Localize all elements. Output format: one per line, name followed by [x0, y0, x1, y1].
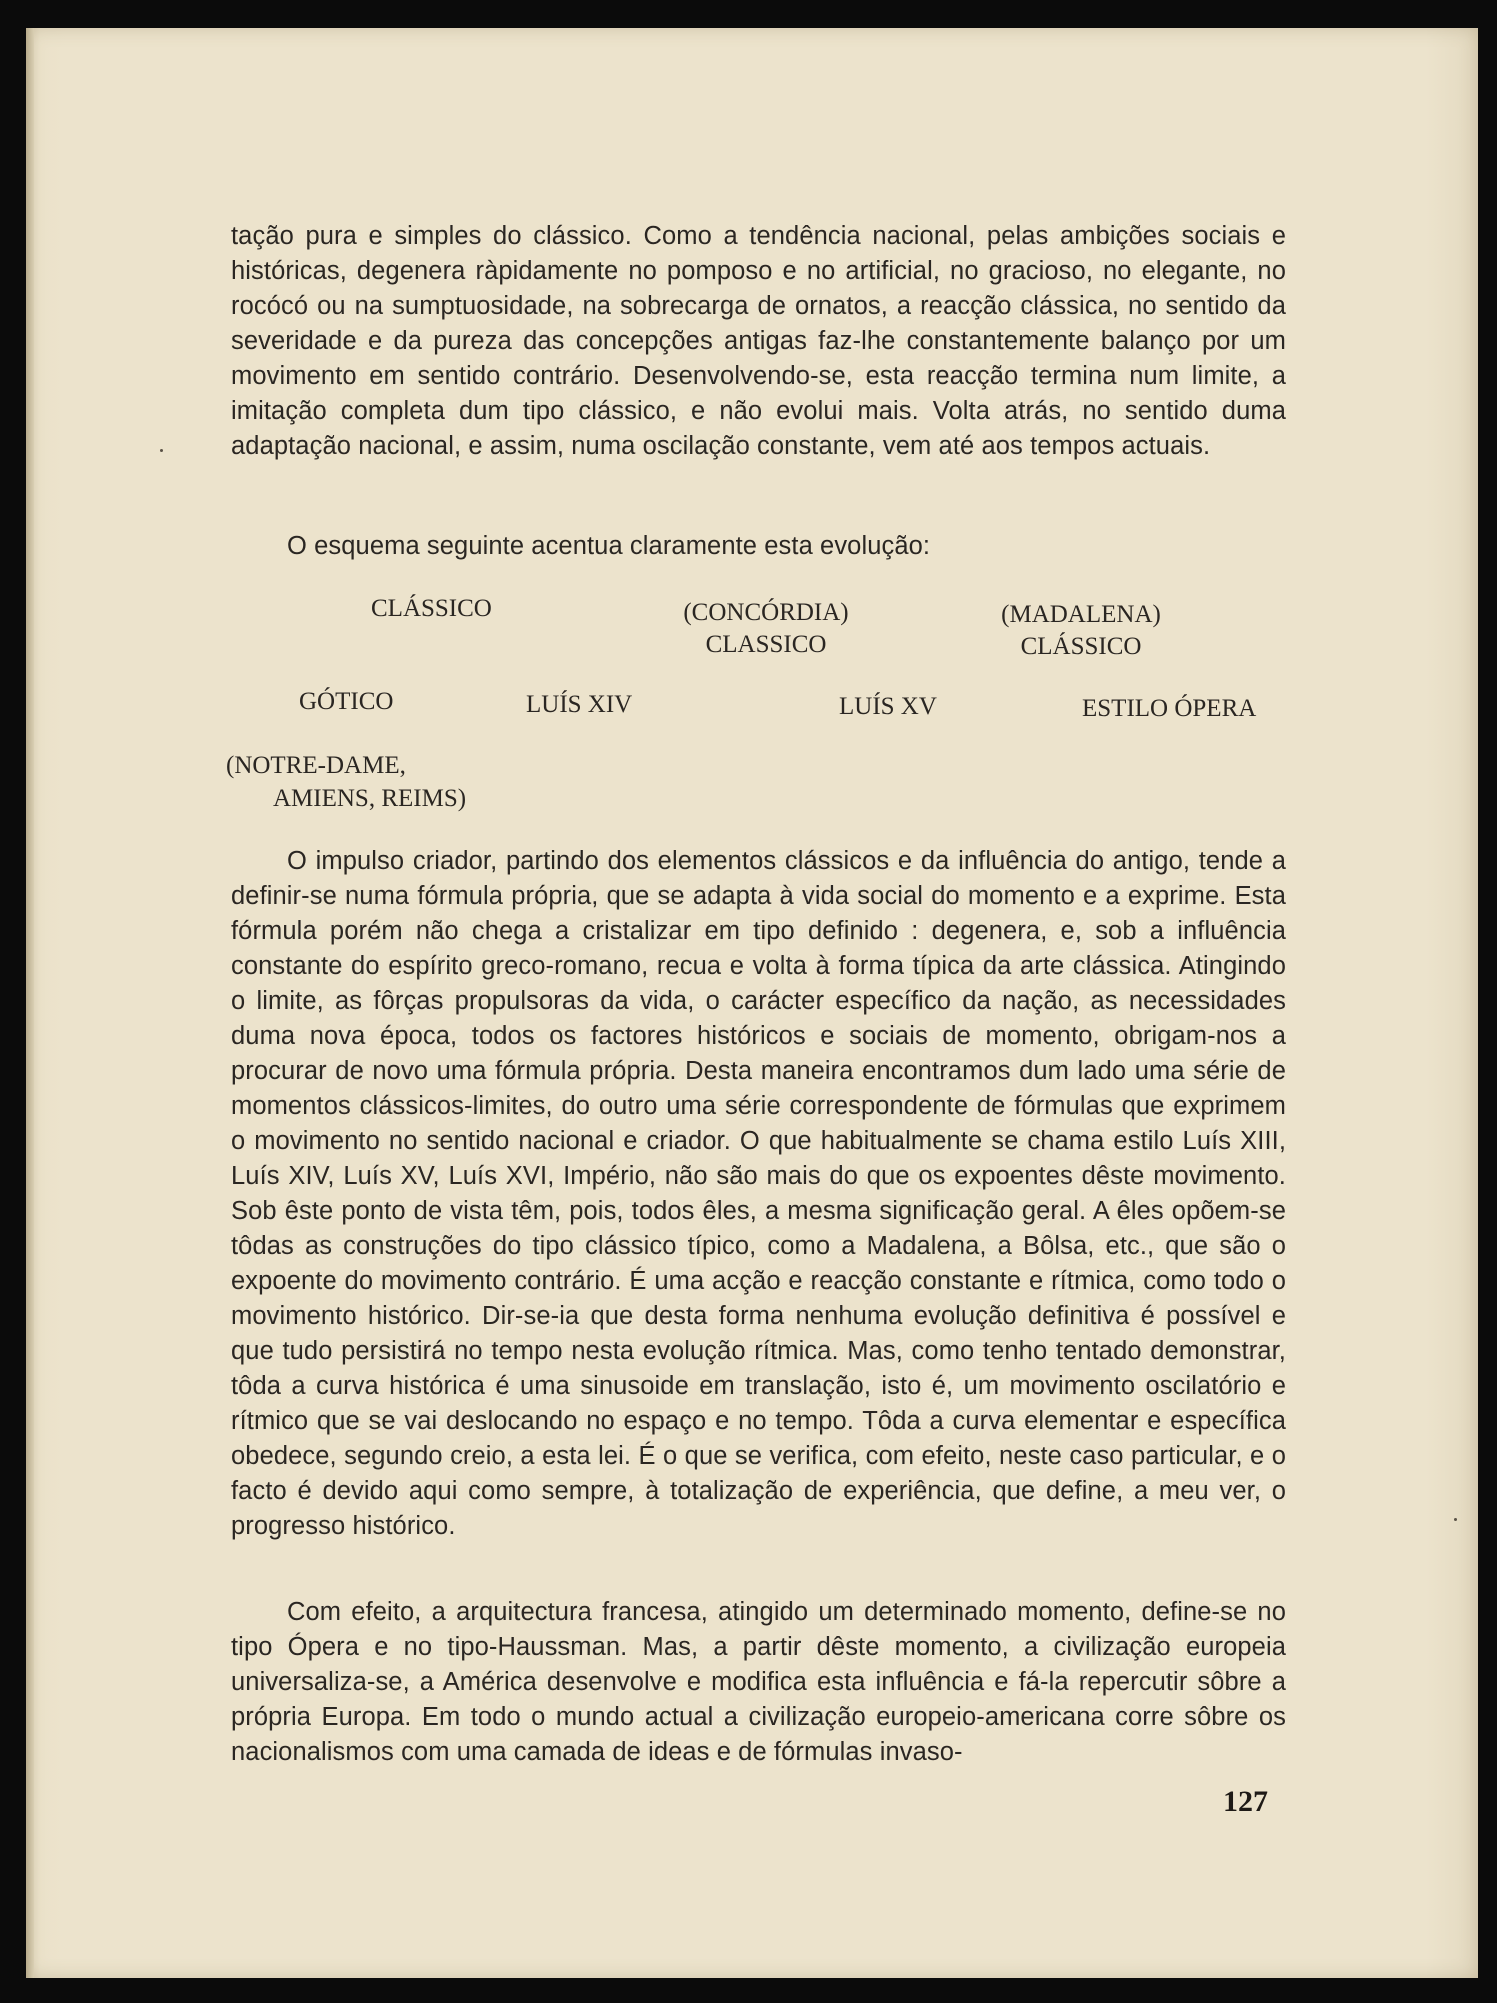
- scheme-estilo-opera: ESTILO ÓPERA: [1082, 695, 1257, 722]
- speck-mark: [160, 449, 163, 452]
- scheme-luis-xiv: LUÍS XIV: [526, 691, 633, 718]
- scheme-madalena-group: [966, 599, 1196, 663]
- scheme-luis-xv: LUÍS XV: [839, 693, 937, 720]
- scheme-gotico: GÓTICO: [299, 688, 394, 715]
- book-page: [26, 28, 1478, 1978]
- scheme-notre-line1: (NOTRE-DAME,: [226, 752, 406, 779]
- page-number: 127: [1223, 1785, 1268, 1818]
- scheme-classico-2: CLASSICO: [705, 631, 827, 658]
- scheme-notre-line2: AMIENS, REIMS): [273, 785, 467, 812]
- paragraph-scheme-intro: O esquema seguinte acentua claramente esta evolução:: [287, 532, 931, 560]
- scheme-madalena-label: (MADALENA): [1001, 601, 1161, 628]
- scheme-notre-dame-group: [226, 749, 466, 815]
- scheme-classico-3: CLÁSSICO: [1020, 633, 1142, 660]
- paragraph-impulso-criador: O impulso criador, partindo dos elementos clássicos e da influência do antigo, tende a definir-se numa fórmula própria, que se adapta à vida social do momento e a exprime. Esta fórmula porém não chega a cristalizar em tipo definido : degenera, e, sob a influência constante do espírito greco-romano, recua e volta à forma típica da arte clássica. Atingindo o limite, as fôrças propulsoras da vida, o carácter específico da nação, as necessidades duma nova época, todos os factores históricos e sociais de momento, obrigam-nos a procurar de novo uma fórmula própria. Desta maneira encontramos dum lado uma série de momentos clássicos-limites, do outro uma série correspondente de fórmulas que exprimem o movimento no sentido nacional e criador. O que habitualmente se chama estilo Luís XIII, Luís XIV, Luís XV, Luís XVI, Império, não são mais do que os expoentes dêste movimento. Sob êste ponto de vista têm, pois, todos êles, a mesma significação geral. A êles opõem-se tôdas as construções do tipo clássico típico, como a Madalena, a Bôlsa, etc., que são o expoente do movimento contrário. É uma acção e reacção constante e rítmica, como todo o movimento histórico. Dir-se-ia que desta forma nenhuma evolução definitiva é possível e que tudo persistirá no tempo nesta evolução rítmica. Mas, como tenho tentado demonstrar, tôda a curva histórica é uma sinusoide em translação, isto é, um movimento oscilatório e rítmico que se vai deslocando no espaço e no tempo. Tôda a curva elementar e específica obedece, segundo creio, a esta lei. É o que se verifica, com efeito, neste caso particular, e o facto é devido aqui como sempre, à totalização de experiência, que define, a meu ver, o progresso histórico.: [231, 847, 1286, 1540]
- page-spine: [26, 28, 34, 1978]
- scheme-concordia-group: [651, 597, 881, 661]
- scheme-concordia-label: (CONCÓRDIA): [683, 599, 849, 626]
- speck-mark: [1454, 1518, 1457, 1521]
- paragraph-opening: tação pura e simples do clássico. Como a tendência nacional, pelas ambições sociais e históricas, degenera ràpidamente no pomposo e no artificial, no gracioso, no elegante, no rocócó ou na sumptuosidade, na sobrecarga de ornatos, a reacção clássica, no sentido da severidade e da pureza das concepções antigas faz-lhe constantemente balanço por um movimento em sentido contrário. Desenvolvendo-se, esta reacção termina num limite, a imitação completa dum tipo clássico, e não evolui mais. Volta atrás, no sentido duma adaptação nacional, e assim, numa oscilação constante, vem até aos tempos actuais.: [231, 222, 1286, 460]
- scheme-classico-1: CLÁSSICO: [371, 595, 492, 622]
- paragraph-arquitectura-francesa: Com efeito, a arquitectura francesa, atingido um determinado momento, define-se no tipo Ópera e no tipo-Haussman. Mas, a partir dêste momento, a civilização europeia universaliza-se, a América desenvolve e modifica esta influência e fá-la repercutir sôbre a própria Europa. Em todo o mundo actual a civilização europeio-americana corre sôbre os nacionalismos com uma camada de ideas e de fórmulas invaso-: [231, 1598, 1286, 1766]
